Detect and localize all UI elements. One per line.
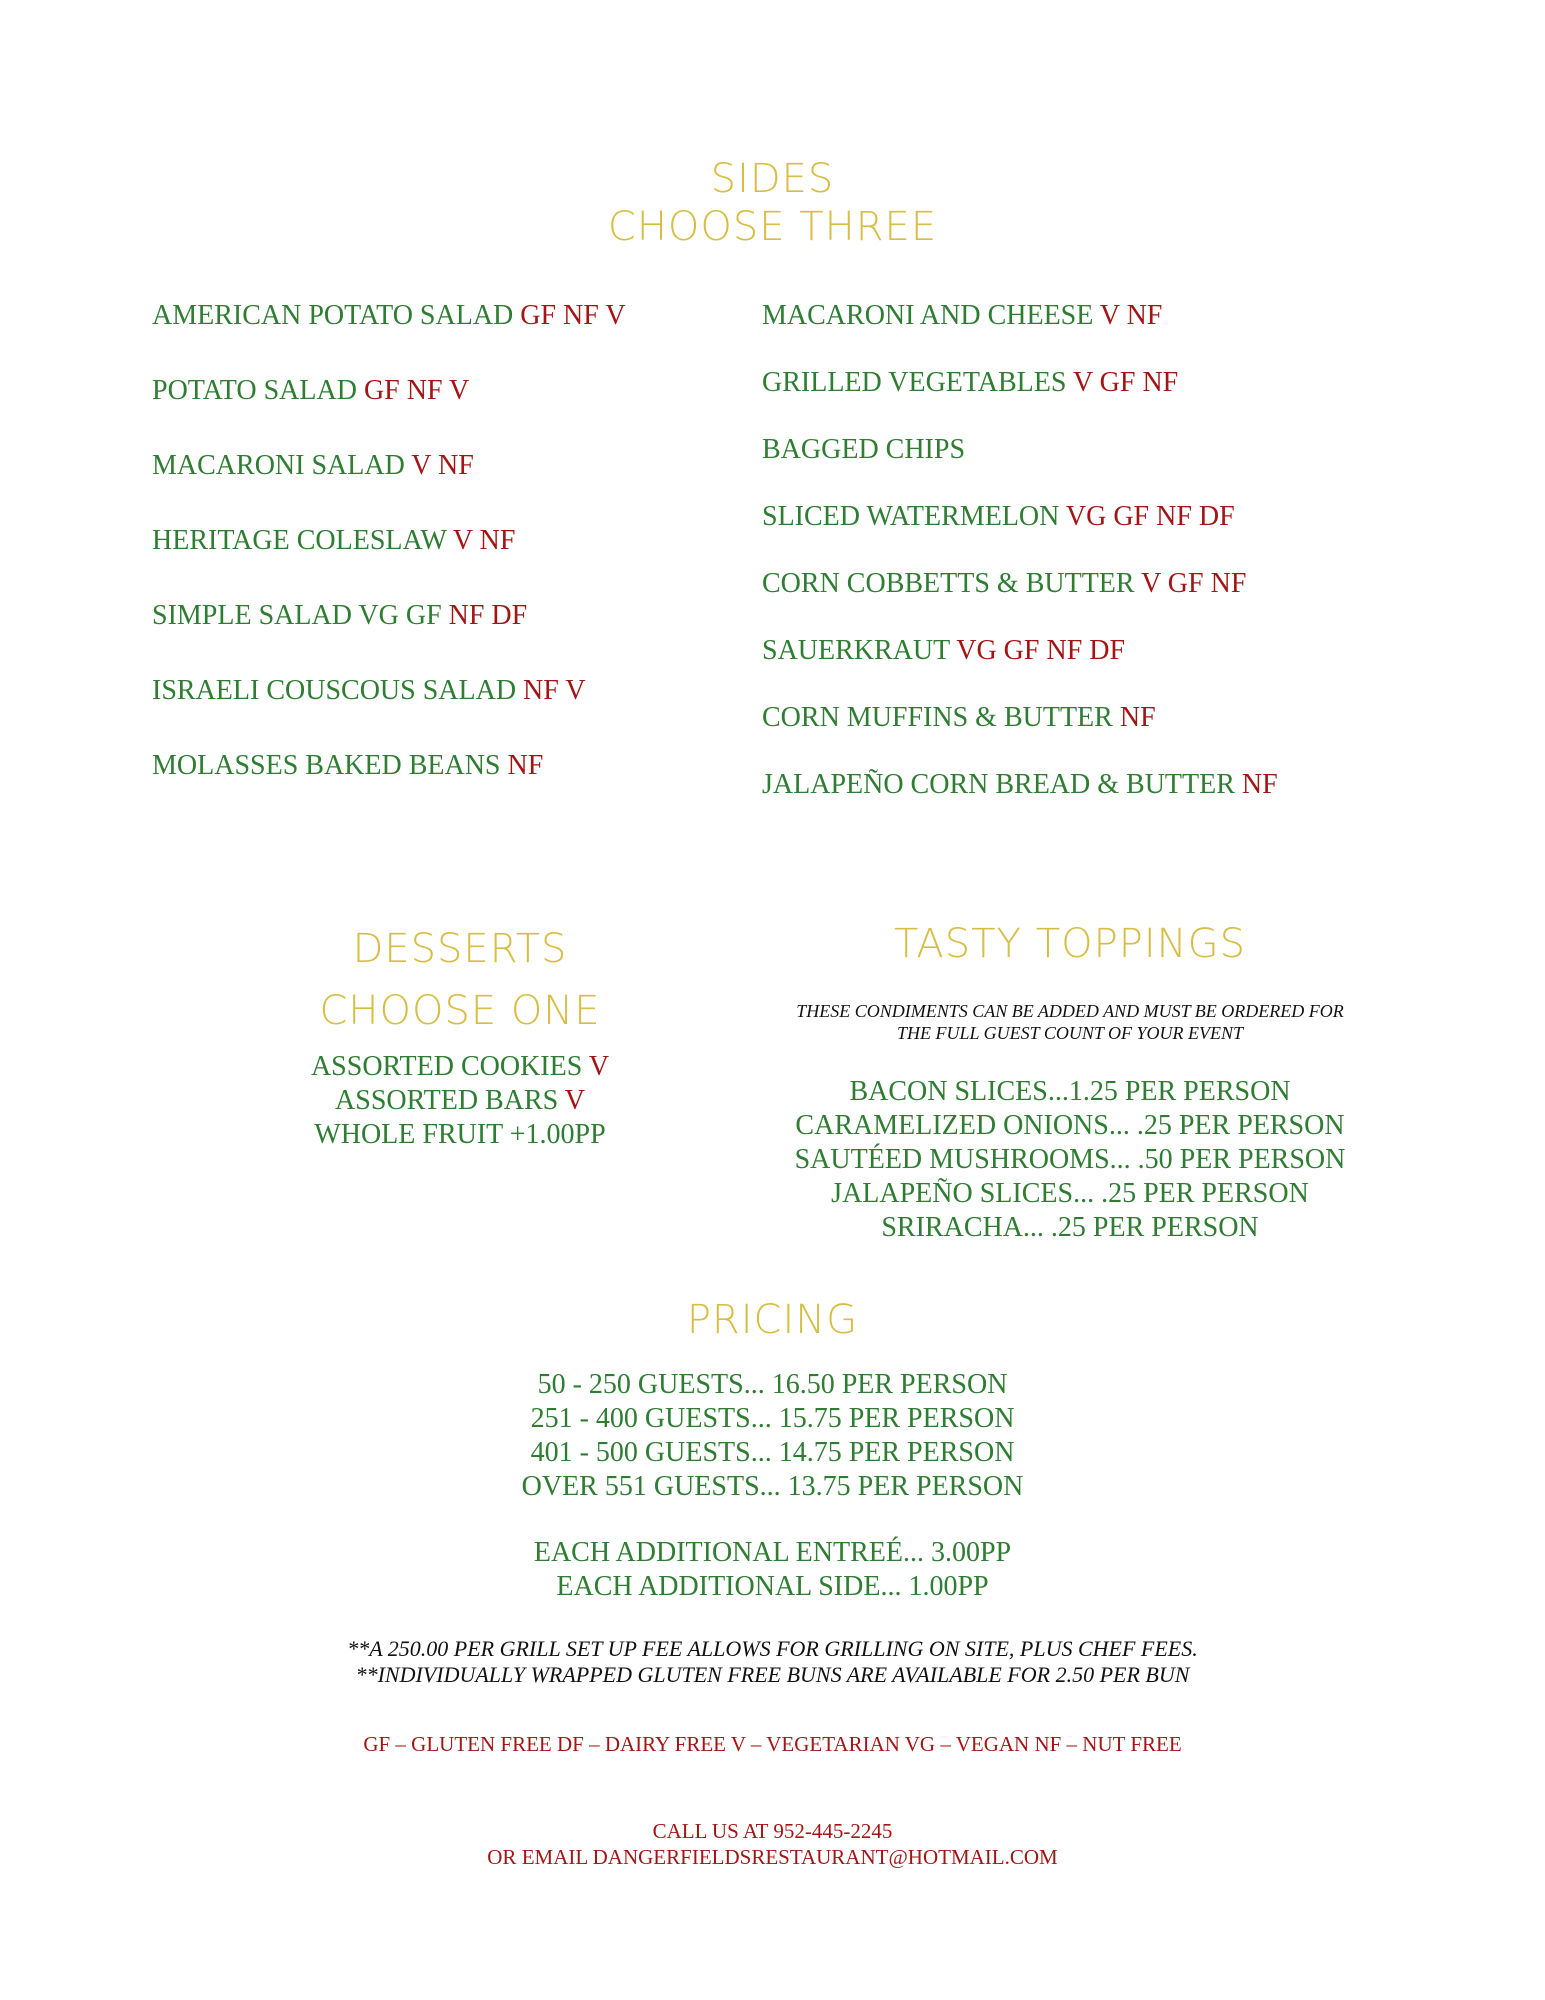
list-item — [152, 375, 626, 450]
item-name: MACARONI SALAD — [152, 450, 405, 481]
list-item — [152, 600, 626, 675]
item-name: GRILLED VEGETABLES — [762, 367, 1067, 398]
item-name: SAUERKRAUT — [762, 635, 950, 666]
item-name: ASSORTED COOKIES — [310, 1051, 583, 1082]
list-item — [762, 367, 1278, 434]
item-name: HERITAGE COLESLAW — [152, 525, 447, 556]
item-tags: NF V — [523, 675, 586, 706]
item-tags: GF NF V — [520, 300, 626, 331]
toppings-heading: TASTY TOPPINGS — [894, 921, 1246, 967]
item-tags: VG GF NF DF — [1065, 501, 1235, 532]
item-name: BAGGED CHIPS — [762, 434, 966, 465]
desserts-subtitle: CHOOSE ONE — [319, 988, 601, 1034]
list-item — [152, 450, 626, 525]
list-item: CARAMELIZED ONIONS... .25 PER PERSON — [795, 1110, 1345, 1141]
pricing-tiers — [0, 1368, 1545, 1504]
pricing-note: **A 250.00 PER GRILL SET UP FEE ALLOWS FOR GRILLING ON SITE, PLUS CHEF FEES. — [347, 1636, 1198, 1661]
contact-email[interactable]: OR EMAIL DANGERFIELDSRESTAURANT@HOTMAIL.COM — [487, 1845, 1058, 1869]
list-item — [762, 434, 1278, 501]
item-tags: V NF — [452, 525, 516, 556]
item-name: POTATO SALAD — [152, 375, 357, 406]
item-tags: V NF — [411, 450, 474, 481]
item-tags: V GF NF — [1072, 367, 1179, 398]
pricing-note: **INDIVIDUALLY WRAPPED GLUTEN FREE BUNS ARE AVAILABLE FOR 2.50 PER BUN — [355, 1662, 1190, 1687]
pricing-heading: PRICING — [686, 1297, 859, 1343]
sides-left-column — [152, 300, 626, 825]
sides-title: SIDES — [710, 156, 835, 202]
item-tags: V — [588, 1051, 610, 1082]
list-item — [250, 1084, 670, 1118]
item-tags: NF — [507, 750, 544, 781]
list-item — [152, 750, 626, 825]
list-item: SRIRACHA... .25 PER PERSON — [881, 1212, 1259, 1243]
toppings-note — [740, 1000, 1400, 1044]
item-tags: NF — [1119, 702, 1156, 733]
contact-info — [0, 1818, 1545, 1870]
sides-heading — [0, 155, 1545, 251]
list-item: SAUTÉED MUSHROOMS... .50 PER PERSON — [794, 1144, 1346, 1175]
item-name: JALAPEÑO CORN BREAD & BUTTER — [762, 769, 1235, 800]
sides-right-column — [762, 300, 1278, 836]
item-tags: V — [564, 1085, 585, 1116]
contact-phone[interactable]: CALL US AT 952-445-2245 — [652, 1819, 893, 1843]
list-item — [152, 525, 626, 600]
list-item — [152, 675, 626, 750]
pricing-tier: OVER 551 GUESTS... 13.75 PER PERSON — [521, 1471, 1024, 1502]
list-item — [762, 702, 1278, 769]
item-name: ASSORTED BARS — [335, 1085, 559, 1116]
list-item — [762, 635, 1278, 702]
list-item — [762, 501, 1278, 568]
pricing-tier: 401 - 500 GUESTS... 14.75 PER PERSON — [530, 1437, 1015, 1468]
desserts-title: DESSERTS — [352, 926, 568, 972]
list-item: JALAPEÑO SLICES... .25 PER PERSON — [831, 1178, 1309, 1209]
item-tags: V NF — [1099, 300, 1163, 331]
item-tags: VG GF NF DF — [956, 635, 1126, 666]
pricing-tier: 50 - 250 GUESTS... 16.50 PER PERSON — [537, 1369, 1008, 1400]
list-item: BACON SLICES...1.25 PER PERSON — [849, 1076, 1291, 1107]
item-name: MOLASSES BAKED BEANS — [152, 750, 501, 781]
item-name: CORN COBBETTS & BUTTER — [762, 568, 1135, 599]
item-name: WHOLE FRUIT +1.00PP — [314, 1119, 606, 1150]
item-name: ISRAELI COUSCOUS SALAD — [152, 675, 517, 706]
pricing-extra: EACH ADDITIONAL SIDE... 1.00PP — [556, 1571, 989, 1602]
list-item — [762, 568, 1278, 635]
item-name: SIMPLE SALAD VG GF — [152, 600, 442, 631]
toppings-list — [740, 1075, 1400, 1245]
list-item — [762, 769, 1278, 836]
sides-subtitle: CHOOSE THREE — [607, 204, 938, 250]
item-tags: V GF NF — [1141, 568, 1247, 599]
item-name: CORN MUFFINS & BUTTER — [762, 702, 1113, 733]
item-name: MACARONI AND CHEESE — [762, 300, 1094, 331]
pricing-tier: 251 - 400 GUESTS... 15.75 PER PERSON — [530, 1403, 1015, 1434]
pricing-extras — [0, 1536, 1545, 1604]
dietary-legend: GF – GLUTEN FREE DF – DAIRY FREE V – VEGETARIAN VG – VEGAN NF – NUT FREE — [363, 1732, 1182, 1756]
list-item — [152, 300, 626, 375]
pricing-extra: EACH ADDITIONAL ENTREÉ... 3.00PP — [533, 1537, 1012, 1568]
item-tags: GF NF V — [363, 375, 470, 406]
item-tags: NF DF — [448, 600, 528, 631]
list-item — [250, 1118, 670, 1152]
item-tags: NF — [1241, 769, 1278, 800]
pricing-notes — [0, 1636, 1545, 1688]
list-item — [250, 1050, 670, 1084]
item-name: AMERICAN POTATO SALAD — [152, 300, 514, 331]
desserts-list — [250, 1050, 670, 1152]
desserts-heading — [250, 918, 670, 1042]
toppings-note-line: THE FULL GUEST COUNT OF YOUR EVENT — [896, 1023, 1244, 1043]
toppings-note-line: THESE CONDIMENTS CAN BE ADDED AND MUST BE ORDERED FOR — [796, 1001, 1344, 1021]
list-item — [762, 300, 1278, 367]
item-name: SLICED WATERMELON — [762, 501, 1060, 532]
